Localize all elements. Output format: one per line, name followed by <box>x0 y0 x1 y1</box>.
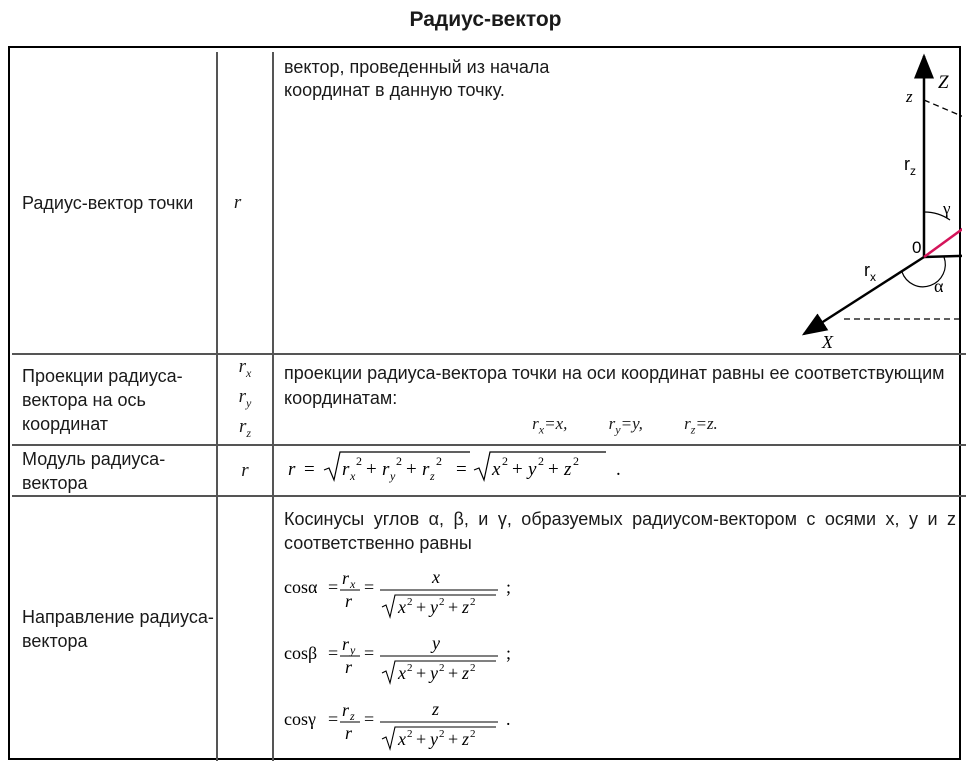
svg-text:r: r <box>342 568 350 589</box>
svg-text:z: z <box>462 663 470 684</box>
svg-text:r: r <box>342 634 350 655</box>
radius-vector-table <box>12 52 966 761</box>
table-row <box>12 52 966 354</box>
svg-text:=: = <box>364 709 375 730</box>
projection-text: проекции радиуса-вектора точки на оси координат равны ее соответствующим координатам: <box>284 363 945 408</box>
svg-text:2: 2 <box>470 596 476 609</box>
cos-lhs: cosβ <box>284 643 318 664</box>
row-name: Модуль радиуса-вектора <box>12 445 217 496</box>
direction-cell <box>273 496 966 761</box>
svg-text:2: 2 <box>396 454 402 469</box>
svg-text:2: 2 <box>407 596 413 609</box>
svg-text:x: x <box>432 567 440 588</box>
svg-text:y: y <box>430 663 438 684</box>
row-name: Радиус-вектор точки <box>12 52 217 354</box>
svg-text:r: r <box>422 459 430 481</box>
direction-text: Косинусы углов α, β, и γ, образуемых радиусом-вектором с осями x, y и z соответственно равны <box>284 509 956 554</box>
symbol-rz: $r_z$ <box>238 415 252 440</box>
svg-text:2: 2 <box>538 454 544 469</box>
svg-text:=: = <box>328 709 339 730</box>
svg-text:2: 2 <box>502 454 508 469</box>
definition-cell <box>273 52 966 354</box>
svg-text:;: ; <box>506 577 512 598</box>
svg-text:x: x <box>398 663 406 684</box>
coordinate-diagram <box>532 52 962 352</box>
cos-formula-0 <box>284 563 544 625</box>
modulus-formula <box>284 446 644 490</box>
svg-text:x: x <box>398 597 406 618</box>
svg-text:y: y <box>528 459 537 481</box>
svg-text:r: r <box>342 700 350 721</box>
svg-text:=: = <box>456 459 467 481</box>
svg-text:x: x <box>350 469 356 484</box>
svg-text:+: + <box>512 459 523 481</box>
svg-text:y: y <box>350 643 356 658</box>
cos-lhs: cosγ <box>284 709 316 730</box>
svg-text:r: r <box>345 657 353 678</box>
svg-text:z: z <box>462 729 470 750</box>
svg-text:+: + <box>416 663 427 684</box>
rx-label: $r_x$ <box>864 260 876 284</box>
svg-text:=: = <box>328 577 339 598</box>
svg-text:=: = <box>364 577 375 598</box>
svg-text:r: r <box>382 459 390 481</box>
svg-text:x: x <box>492 459 501 481</box>
symbol-rx: $r_x$ <box>238 356 252 380</box>
svg-text:=: = <box>328 643 339 664</box>
svg-text:2: 2 <box>439 662 445 675</box>
row-name: Направление радиуса-вектора <box>12 496 217 761</box>
rz-label: $r_z$ <box>904 154 916 178</box>
table-row <box>12 445 966 496</box>
symbol-r-vector: r⃗ <box>217 52 273 354</box>
origin-label: 0 <box>912 238 922 257</box>
svg-text:z: z <box>564 459 572 481</box>
gamma-label: γ <box>943 199 951 218</box>
table-row <box>12 496 966 761</box>
svg-text:2: 2 <box>436 454 442 469</box>
svg-text:y: y <box>390 469 396 484</box>
cos-lhs: cosα <box>284 577 318 598</box>
projection-symbols <box>217 354 273 445</box>
definition-text: вектор, проведенный из начала координат в данную точку. <box>284 57 550 100</box>
cos-formula-1 <box>284 629 544 691</box>
svg-text:x: x <box>350 577 356 592</box>
svg-text:z: z <box>462 597 470 618</box>
cos-formula-2 <box>284 695 544 757</box>
svg-text:=: = <box>304 459 315 481</box>
table-row <box>12 354 966 445</box>
modulus-cell <box>273 445 966 496</box>
svg-text:2: 2 <box>470 662 476 675</box>
projection-equation: $r_x=x$, $r_y=y$, $r_z=z$. <box>532 414 718 437</box>
svg-text:z: z <box>350 709 355 724</box>
svg-text:y: y <box>430 597 438 618</box>
svg-text:+: + <box>548 459 559 481</box>
svg-text:r: r <box>288 459 296 481</box>
symbol-ry: $r_y$ <box>238 385 252 410</box>
svg-text:z: z <box>432 699 440 720</box>
svg-text:.: . <box>616 459 621 481</box>
page-title: Радиус-вектор <box>409 8 562 31</box>
svg-text:x: x <box>398 729 406 750</box>
svg-text:2: 2 <box>470 728 476 741</box>
svg-text:.: . <box>506 709 511 730</box>
svg-text:y: y <box>430 729 438 750</box>
svg-text:+: + <box>448 597 459 618</box>
svg-text:+: + <box>406 459 417 481</box>
svg-text:2: 2 <box>356 454 362 469</box>
symbol-r: r <box>217 445 273 496</box>
svg-text:+: + <box>448 663 459 684</box>
svg-text:z: z <box>430 469 435 484</box>
svg-text:+: + <box>448 729 459 750</box>
alpha-label: α <box>934 276 944 296</box>
row-name: Проекции радиуса-вектора на ось координат <box>12 354 217 445</box>
svg-text:+: + <box>366 459 377 481</box>
projection-cell <box>273 354 966 445</box>
svg-text:;: ; <box>506 643 512 664</box>
svg-text:=: = <box>364 643 375 664</box>
svg-text:r: r <box>342 459 350 481</box>
svg-text:r: r <box>345 723 353 744</box>
axis-Z-label: Z <box>938 72 949 93</box>
point-z-label: z <box>906 87 913 106</box>
svg-text:2: 2 <box>407 662 413 675</box>
svg-text:r: r <box>345 591 353 612</box>
svg-text:y: y <box>432 633 440 654</box>
svg-text:2: 2 <box>407 728 413 741</box>
empty-symbol-cell <box>217 496 273 761</box>
svg-text:+: + <box>416 729 427 750</box>
svg-text:2: 2 <box>439 596 445 609</box>
axis-X-label: X <box>822 332 833 352</box>
svg-text:2: 2 <box>573 454 579 469</box>
svg-text:2: 2 <box>439 728 445 741</box>
svg-text:+: + <box>416 597 427 618</box>
